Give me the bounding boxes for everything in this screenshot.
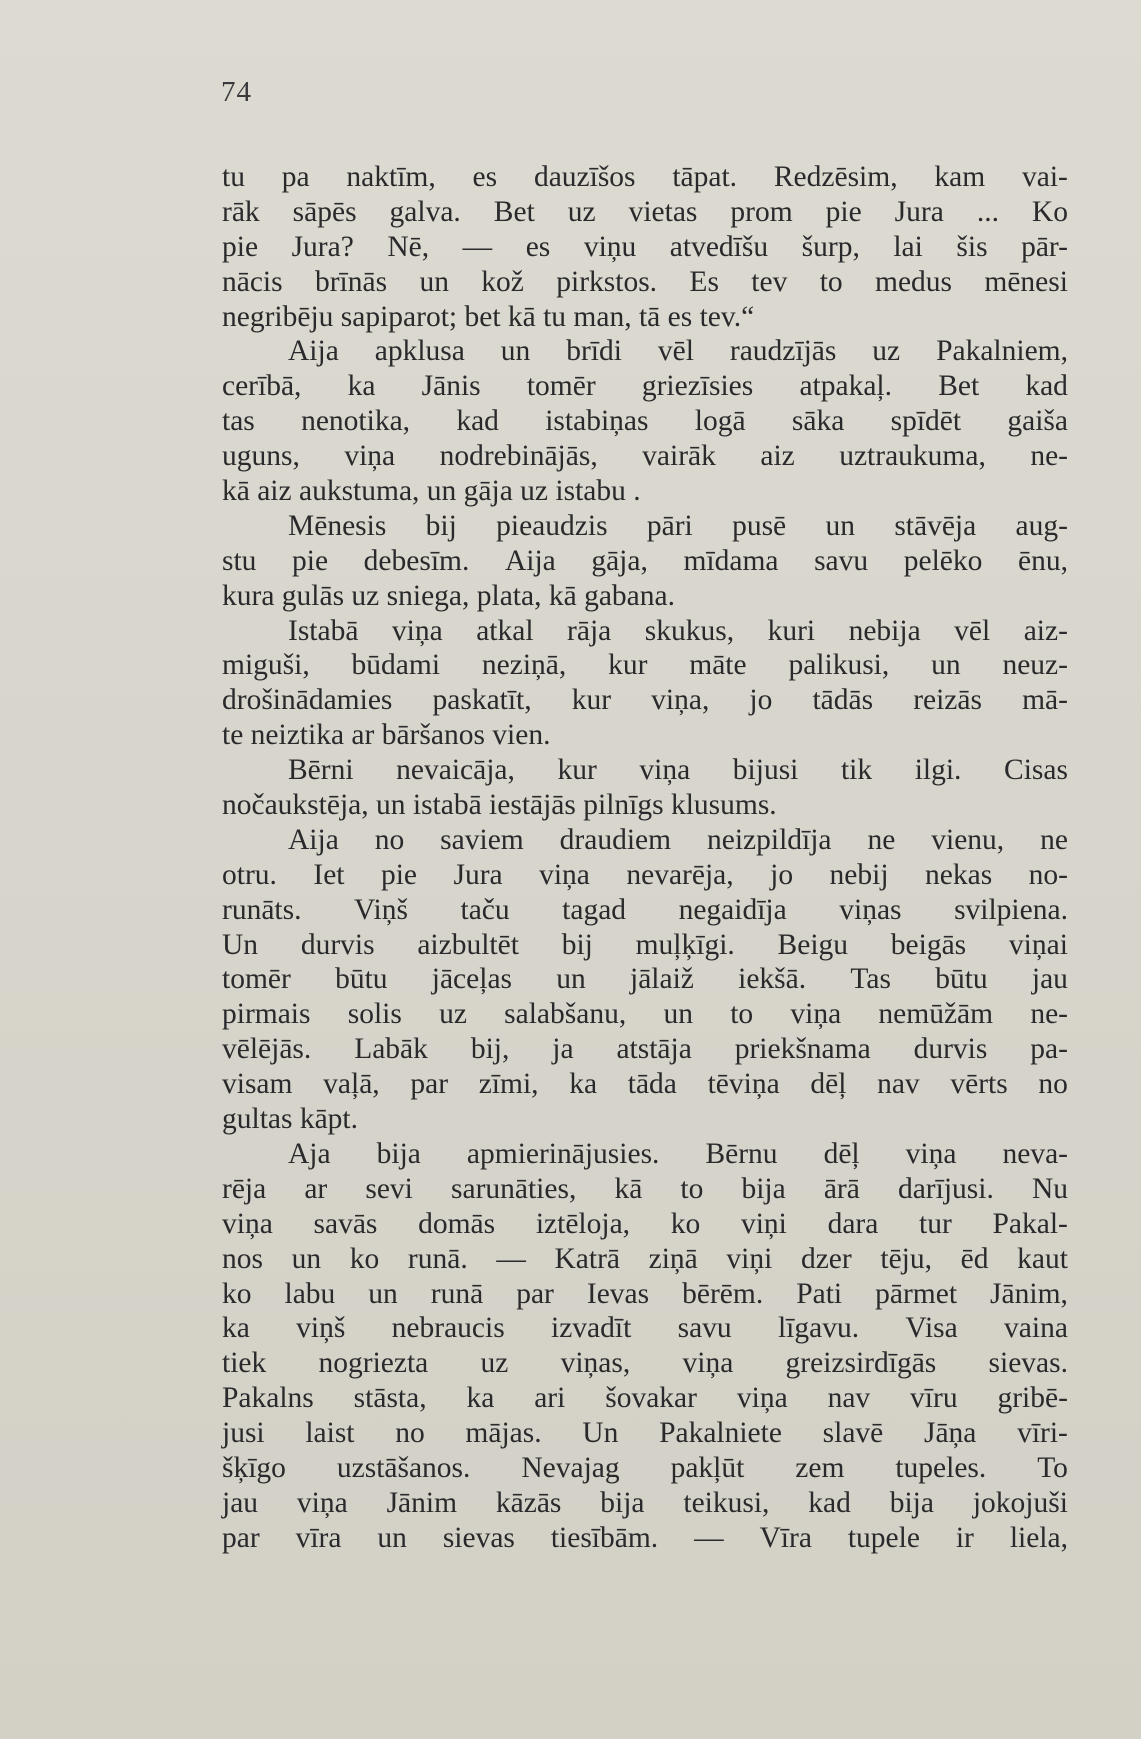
text-line: negribēju sapiparot; bet kā tu man, tā es tev.“: [222, 300, 755, 333]
text-line: jusi laist no mājas. Un Pakalniete slavē Jāņa vīri-: [222, 1417, 1068, 1450]
text-line: Mēnesis bij pieaudzis pāri pusē un stāvēja aug-: [288, 509, 1068, 542]
page-number: 74: [221, 76, 252, 108]
text-line: tu pa naktīm, es dauzīšos tāpat. Redzēsim, kam vai-: [222, 161, 1068, 193]
text-line: ka viņš nebraucis izvadīt savu līgavu. Visa vaina: [222, 1312, 1068, 1345]
text-line: visam vaļā, par zīmi, ka tāda tēviņa dēļ nav vērts no: [222, 1068, 1068, 1101]
text-line: stu pie debesīm. Aija gāja, mīdama savu pelēko ēnu,: [222, 544, 1068, 577]
text-line: Aija apklusa un brīdi vēl raudzījās uz Pakalniem,: [288, 335, 1068, 368]
text-line: šķīgo uzstāšanos. Nevajag pakļūt zem tupeles. To: [222, 1451, 1068, 1484]
text-line: tas nenotika, kad istabiņas logā sāka spīdēt gaiša: [222, 405, 1068, 438]
text-line: Istabā viņa atkal rāja skukus, kuri nebija vēl aiz-: [288, 614, 1068, 647]
text-line: pirmais solis uz salabšanu, un to viņa nemūžām ne-: [222, 998, 1068, 1031]
text-line: te neiztika ar bāršanos vien.: [222, 719, 551, 752]
text-line: drošinādamies paskatīt, kur viņa, jo tādās reizās mā-: [222, 684, 1068, 717]
text-line: par vīra un sievas tiesībām. — Vīra tupele ir liela,: [222, 1521, 1068, 1554]
text-line: tomēr būtu jāceļas un jālaiž iekšā. Tas būtu jau: [222, 963, 1068, 996]
text-line: rēja ar sevi sarunāties, kā to bija ārā darījusi. Nu: [222, 1172, 1068, 1205]
text-line: Bērni nevaicāja, kur viņa bijusi tik ilgi. Cisas: [288, 754, 1068, 787]
text-line: jau viņa Jānim kāzās bija teikusi, kad bija jokojuši: [222, 1486, 1068, 1519]
text-line: nācis brīnās un kož pirkstos. Es tev to medus mēnesi: [222, 265, 1068, 298]
text-line: uguns, viņa nodrebinājās, vairāk aiz uztraukuma, ne-: [222, 440, 1068, 473]
text-line: pie Jura? Nē, — es viņu atvedīšu šurp, lai šis pār-: [222, 230, 1068, 263]
text-line: rāk sāpēs galva. Bet uz vietas prom pie Jura ... Ko: [222, 195, 1068, 228]
text-line: tiek nogriezta uz viņas, viņa greizsirdīgās sievas.: [222, 1347, 1068, 1380]
text-line: viņa savās domās iztēloja, ko viņi dara tur Pakal-: [222, 1207, 1068, 1240]
text-line: vēlējās. Labāk bij, ja atstāja priekšnama durvis pa-: [222, 1033, 1068, 1066]
text-line: runāts. Viņš taču tagad negaidīja viņas svilpiena.: [222, 893, 1068, 926]
text-line: nos un ko runā. — Katrā ziņā viņi dzer tēju, ēd kaut: [222, 1242, 1068, 1275]
text-line: gultas kāpt.: [222, 1103, 359, 1136]
text-line: Pakalns stāsta, ka ari šovakar viņa nav vīru gribē-: [222, 1382, 1068, 1415]
text-line: kura gulās uz sniega, plata, kā gabana.: [222, 579, 675, 612]
text-line: ko labu un runā par Ievas bērēm. Pati pārmet Jānim,: [222, 1277, 1068, 1310]
text-line: otru. Iet pie Jura viņa nevarēja, jo nebij nekas no-: [222, 858, 1068, 891]
text-line: kā aiz aukstuma, un gāja uz istabu .: [222, 475, 641, 508]
text-line: miguši, būdami neziņā, kur māte palikusi, un neuz-: [222, 649, 1068, 682]
text-line: Aija no saviem draudiem neizpildīja ne vienu, ne: [288, 823, 1068, 856]
body-text: [222, 160, 1068, 1556]
text-line: Aja bija apmierinājusies. Bērnu dēļ viņa neva-: [288, 1137, 1068, 1170]
text-line: cerībā, ka Jānis tomēr griezīsies atpakaļ. Bet kad: [222, 370, 1068, 403]
text-line: nočaukstēja, un istabā iestājās pilnīgs klusums.: [222, 789, 777, 822]
text-line: Un durvis aizbultēt bij muļķīgi. Beigu beigās viņai: [222, 928, 1068, 961]
